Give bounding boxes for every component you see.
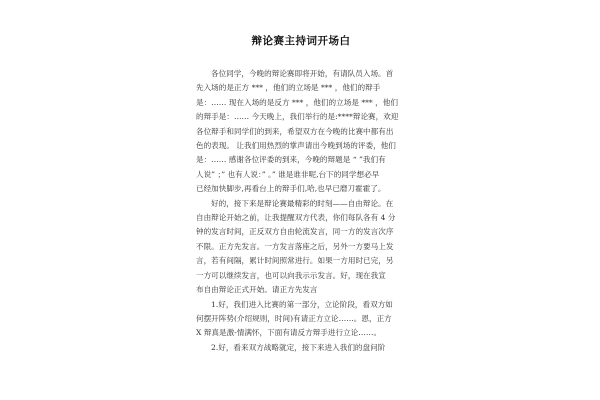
text-line: 各位辩手和同学们的到来，希望双方在今晚的比赛中都有出: [196, 126, 394, 136]
text-line: 不限。正方先发言。一方发言落座之后，另外一方要马上发: [196, 241, 394, 251]
text-line: 钟的发言时间，正反双方自由轮流发言，同一方的发言次序: [196, 227, 394, 237]
text-line: 言，若有间隔，累计时间照常进行。如果一方用时已完，另: [196, 256, 394, 266]
text-line: 是：…… 现在入场的是反方 *** ，他们的立场是 *** ，他们: [196, 97, 398, 107]
text-line: 自由辩论开始之前，让我提醒双方代表，你们每队各有 4 分: [196, 213, 396, 223]
text-line: 先入场的是正方 *** ，他们的立场是 *** ，他们的辩手: [196, 83, 381, 93]
text-line: 好的，接下来是辩论赛最精彩的时刻——自由辩论。在: [211, 198, 394, 208]
text-line: 何摆开阵势(介绍规则，时间)有请正方立论……。恩，正方: [196, 313, 392, 323]
paragraph-opening-statement: [196, 298, 406, 341]
paragraph-cross-examination: [196, 341, 406, 355]
text-line: 1.好，我们进入比赛的第一部分，立论阶段，看双方如: [211, 299, 393, 309]
paragraph-opening: [196, 67, 406, 197]
text-line: 布自由辩论正式开始。请正方先发言: [196, 285, 318, 295]
text-line: 的辩手是：…… 今天晚上，我们举行的是:****辩论赛，欢迎: [196, 112, 399, 122]
text-line: X 辩真是激-情满怀，下面有请反方辩手进行立论……。: [196, 328, 382, 338]
text-line: 各位同学，今晚的辩论赛即将开始，有请队员入场。首: [211, 69, 394, 78]
text-line: 是：…… 感谢各位评委的到来，今晚的辩题是 “ ”我们有: [196, 155, 386, 165]
text-line: 人说” ；” 也有人说：” 。” 谁是谁非呢,台下的同学想必早: [196, 169, 380, 179]
text-line: 已经加快脚步,再看台上的辩手们,哈,也早已磨刀霍霍了。: [196, 184, 386, 194]
text-line: 2.好，看来双方战略就定，接下来进入我们的盘问阶: [211, 342, 386, 352]
document-body: [196, 34, 406, 355]
text-line: 一方可以继续发言，也可以向我示示发言。好，现在我宣: [196, 270, 386, 280]
text-line: 色的表现。 让我们用热烈的掌声请出今晚到场的评委，他们: [196, 141, 396, 151]
document-title: 辩论赛主持词开场白: [251, 35, 351, 47]
paragraph-free-debate: [196, 197, 406, 298]
